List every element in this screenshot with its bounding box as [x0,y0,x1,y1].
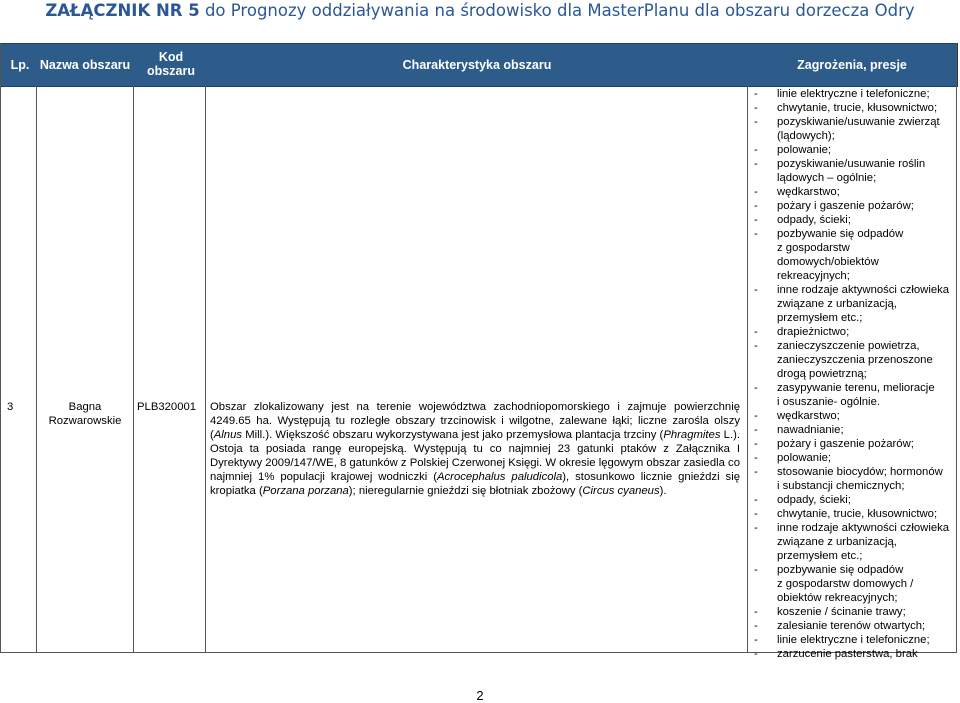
threat-item-line: polowanie; [777,144,832,156]
page-number: 2 [476,688,484,703]
threat-item-line: linie elektryczne i telefoniczne; [777,634,930,646]
threat-item [754,87,954,101]
table-header [0,43,958,87]
threat-item [754,521,954,563]
desc-text-1: Obszar zlokalizowany jest na terenie województwa zachodniopomorskiego i zajmuje powierzchnię 4249.65 ha. Występują tu rozległe obszary trzcinowisk i wilgotne, zalewane łąki; liczne zarośla olszy ( [210,401,740,441]
threat-item-line: pozbywanie się odpadów [777,564,904,576]
threat-item [754,283,954,325]
header-characteristics: Charakterystyka obszaru [402,58,552,72]
header-code [135,50,207,78]
threat-item-line: z gospodarstw domowych/obiektów [777,242,879,268]
threat-item-line: chwytanie, trucie, kłusownictwo; [777,508,938,520]
grid-left [0,43,1,653]
header-threats: Zagrożenia, presje [797,58,907,72]
row-code: PLB320001 [137,401,197,413]
threat-item-line: zanieczyszczenia przenoszone [777,354,933,366]
threat-item-line: inne rodzaje aktywności człowieka [777,522,950,534]
desc-text-4: ), stosunkowo licznie gnieździ się kropiatka ( [210,471,740,497]
threat-item-line: lądowych – ogólnie; [777,172,877,184]
desc-italic-5: Circus cyaneus [582,485,660,497]
threat-item [754,619,954,633]
desc-text-5: ); nieregularnie gnieździ się błotniak zbożowy ( [348,485,583,497]
grid-col3 [205,86,206,652]
threat-item [754,199,954,213]
threat-item [754,381,954,409]
threat-item-line: linie elektryczne i telefoniczne; [777,88,930,100]
threat-item-line: obiektów rekreacyjnych; [777,592,898,604]
grid-col1 [36,86,37,652]
threat-item [754,507,954,521]
threat-item [754,339,954,381]
desc-italic-2: Phragmites [663,429,721,441]
threat-item-line: pożary i gaszenie pożarów; [777,438,914,450]
threat-item-line: polowanie; [777,452,832,464]
threat-item [754,465,954,493]
threat-item-line: drapieżnictwo; [777,326,850,338]
threat-item-line: inne rodzaje aktywności człowieka [777,284,950,296]
threat-item [754,101,954,115]
threat-item [754,325,954,339]
header-name: Nazwa obszaru [39,58,131,72]
threat-item-line: zasypywanie terenu, melioracje [777,382,935,394]
threat-item [754,157,954,185]
threat-item-line: z gospodarstw domowych / [777,578,914,590]
row-lp: 3 [7,401,14,413]
row-name-line1: Bagna [68,401,102,413]
header-lp: Lp. [10,58,30,72]
desc-italic-4: Porzana porzana [262,485,349,497]
threat-item-line: odpady, ścieki; [777,214,851,226]
threat-item [754,143,954,157]
threat-item-line: pozyskiwanie/usuwanie zwierząt [777,116,940,128]
desc-text-6: ). [659,485,667,497]
threat-item-line: i osuszanie- ogólnie. [777,396,880,408]
row-description [210,400,740,498]
header-code-line1: Kod [158,50,184,64]
threat-item [754,213,954,227]
threat-item [754,633,954,647]
threat-item-line: stosowanie biocydów; hormonów [777,466,943,478]
threat-item-line: przemysłem etc.; [777,550,863,562]
threat-item-line: wędkarstwo; [777,410,840,422]
threat-item-line: rekreacyjnych; [777,270,850,282]
threat-item-line: zarzucenie pasterstwa, brak [777,648,918,660]
row-name-line2: Rozwarowskie [48,415,122,427]
desc-text-3: L.). Ostoja ta posiada rangę europejską. Występują tu co najmniej 23 gatunki ptaków z Załącznika I Dyrektywy 2009/147/WE, 8 gatunków z Polskiej Czerwonej Księgi. W okresie lęgowym obszar zasiedla co najmniej 1% populacji krajowej wodniczki ( [210,429,740,483]
desc-text-2: Mill.). Większość obszaru wykorzystywana jest jako przemysłowa plantacja trzciny ( [242,429,664,441]
threat-item-line: pozbywanie się odpadów [777,228,904,240]
threat-item-line: zanieczyszczenie powietrza, [777,340,920,352]
threat-item-line: wędkarstwo; [777,186,840,198]
threat-item-line: związane z urbanizacją, [777,298,897,310]
desc-italic-1: Alnus [213,429,243,441]
threat-item-line: koszenie / ścinanie trawy; [777,606,906,618]
annex-label: ZAŁĄCZNIK NR 5 [45,1,200,20]
title-rest: do Prognozy oddziaływania na środowisko dla MasterPlanu dla obszaru dorzecza Odry [199,1,915,20]
threat-item-line: przemysłem etc.; [777,312,863,324]
threat-item-line: chwytanie, trucie, kłusownictwo; [777,102,938,114]
desc-italic-3: Acrocephalus paludicola [437,471,563,483]
threat-item [754,647,954,661]
threat-item [754,409,954,423]
threat-item [754,451,954,465]
row-name [37,400,133,428]
threat-item-line: nawadnianie; [777,424,844,436]
threat-item-line: pozyskiwanie/usuwanie roślin [777,158,926,170]
grid-right [956,43,957,653]
threat-item-line: (lądowych); [777,130,835,142]
threat-item-line: pożary i gaszenie pożarów; [777,200,914,212]
threat-item [754,493,954,507]
threat-item [754,605,954,619]
grid-col4 [747,86,748,652]
document-title [0,0,960,21]
threat-item [754,115,954,143]
threat-item [754,227,954,283]
threat-item-line: związane z urbanizacją, [777,536,897,548]
threats-list [754,87,954,661]
threat-item [754,185,954,199]
threat-item-line: zalesianie terenów otwartych; [777,620,926,632]
header-code-line2: obszaru [147,64,195,78]
threat-item [754,437,954,451]
threat-item [754,423,954,437]
threat-item-line: odpady, ścieki; [777,494,851,506]
grid-col2 [133,86,134,652]
threat-item-line: drogą powietrzną; [777,368,867,380]
threat-item [754,563,954,605]
threat-item-line: i substancji chemicznych; [777,480,905,492]
